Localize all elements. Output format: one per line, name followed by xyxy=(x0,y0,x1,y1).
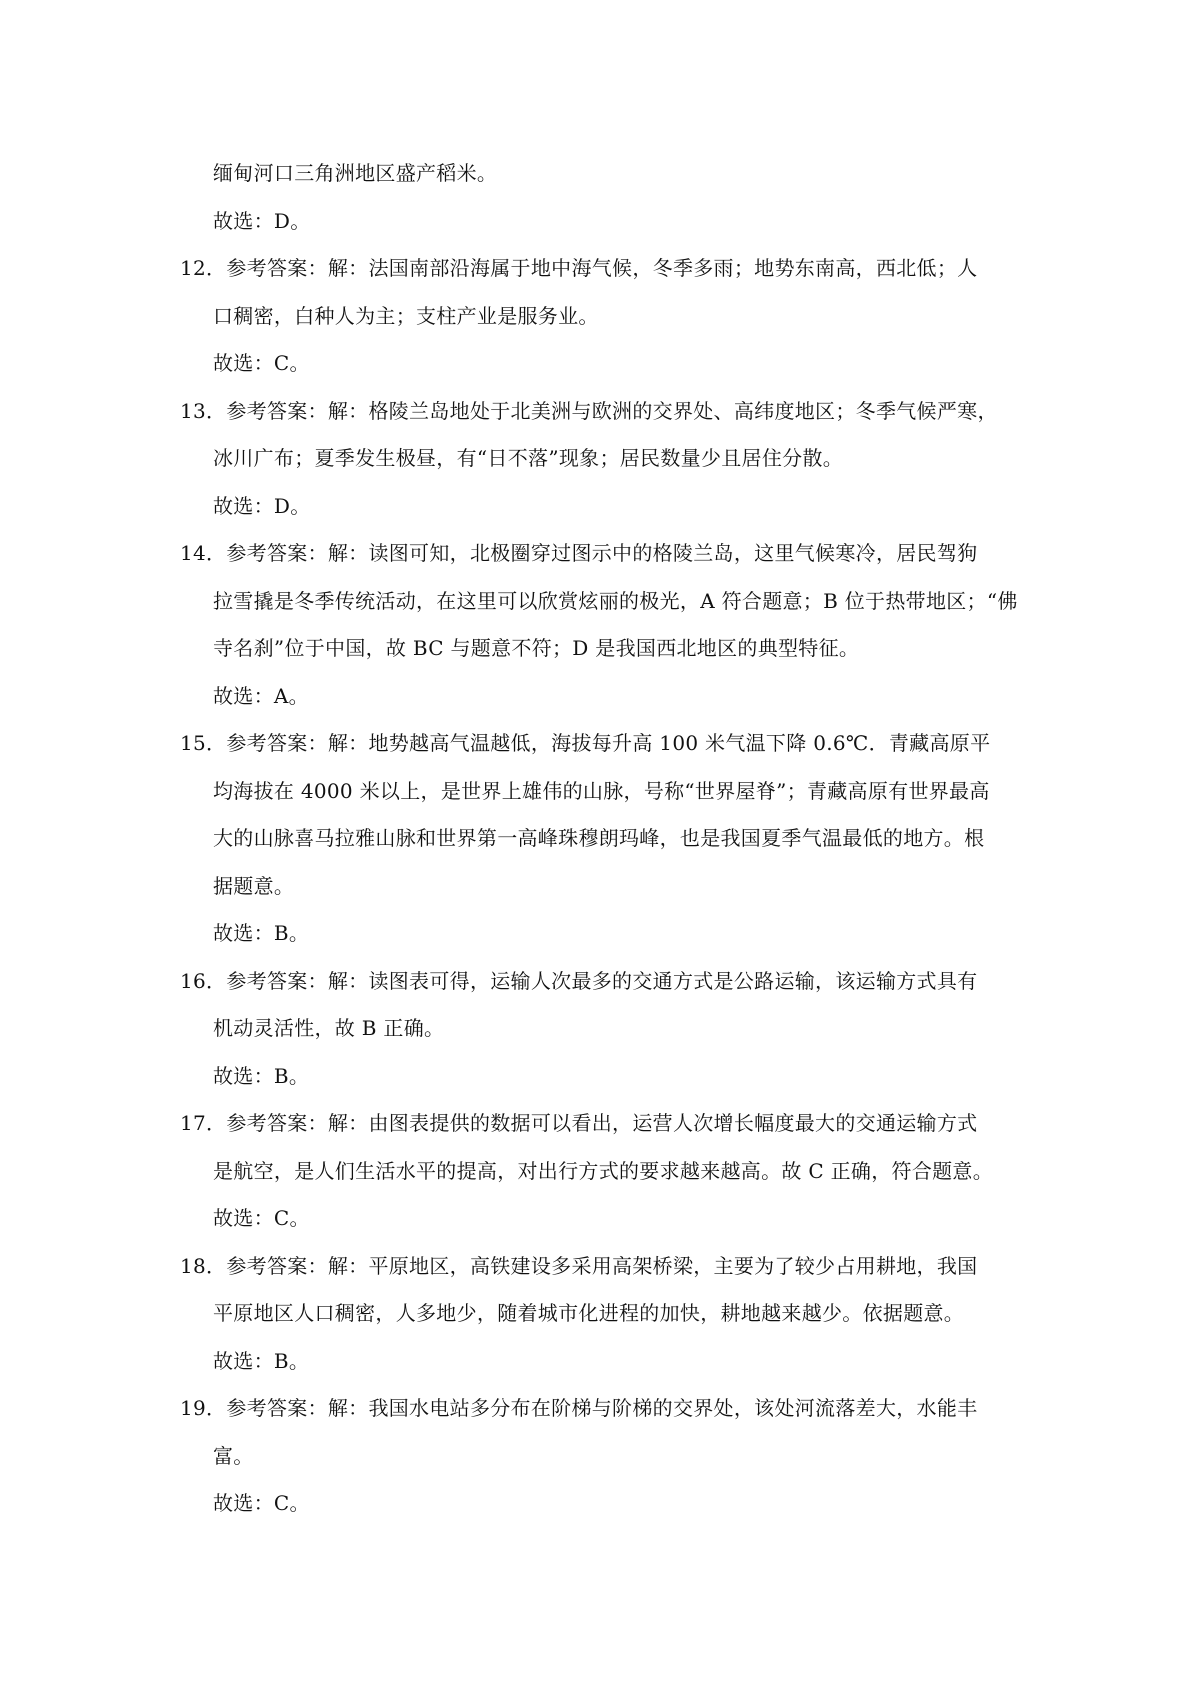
answer-choice-line: 故选：D。 xyxy=(213,493,311,518)
text-line: 寺名刹”位于中国，故 BC 与题意不符；D 是我国西北地区的典型特征。 xyxy=(213,636,860,660)
answer-choice-line: 故选：D。 xyxy=(213,208,311,233)
answer-item-16: 16．参考答案：解：读图表可得，运输人次最多的交通方式是公路运输，该运输方式具有 xyxy=(180,968,978,993)
answer-text-block xyxy=(180,150,1025,1528)
answer-choice-line: 故选：C。 xyxy=(213,1491,310,1515)
text-line: 均海拔在 4000 米以上，是世界上雄伟的山脉，号称“世界屋脊”；青藏高原有世界最高 xyxy=(213,778,990,803)
text-line: 平原地区人口稠密，人多地少，随着城市化进程的加快，耕地越来越少。依据题意。 xyxy=(213,1301,965,1325)
answer-choice-line: 故选：B。 xyxy=(213,1063,310,1088)
answer-choice-line: 故选：A。 xyxy=(213,683,309,708)
text-line: 大的山脉喜马拉雅山脉和世界第一高峰珠穆朗玛峰，也是我国夏季气温最低的地方。根 xyxy=(213,826,985,850)
text-line: 是航空，是人们生活水平的提高，对出行方式的要求越来越高。故 C 正确，符合题意。 xyxy=(213,1158,994,1183)
answer-choice-line: 故选：C。 xyxy=(213,351,310,375)
answer-choice-line: 故选：C。 xyxy=(213,1206,310,1230)
text-line: 据题意。 xyxy=(213,873,295,898)
text-line: 机动灵活性，故 B 正确。 xyxy=(213,1016,445,1040)
answer-item-13: 13．参考答案：解：格陵兰岛地处于北美洲与欧洲的交界处、高纬度地区；冬季气候严寒， xyxy=(180,398,998,423)
text-line: 缅甸河口三角洲地区盛产稻米。 xyxy=(213,161,498,185)
answer-item-12: 12．参考答案：解：法国南部沿海属于地中海气候，冬季多雨；地势东南高，西北低；人 xyxy=(180,256,978,280)
answer-item-15: 15．参考答案：解：地势越高气温越低，海拔每升高 100 米气温下降 0.6℃．青藏高原平 xyxy=(180,731,991,755)
answer-item-19: 19．参考答案：解：我国水电站多分布在阶梯与阶梯的交界处，该处河流落差大，水能丰 xyxy=(180,1396,978,1420)
text-line: 富。 xyxy=(213,1443,254,1468)
answer-choice-line: 故选：B。 xyxy=(213,921,310,945)
answer-choice-line: 故选：B。 xyxy=(213,1348,310,1373)
text-line: 冰川广布；夏季发生极昼，有“日不落”现象；居民数量少且居住分散。 xyxy=(213,446,844,470)
answer-item-17: 17．参考答案：解：由图表提供的数据可以看出，运营人次增长幅度最大的交通运输方式 xyxy=(180,1111,978,1135)
answer-item-14: 14．参考答案：解：读图可知，北极圈穿过图示中的格陵兰岛，这里气候寒冷，居民驾狗 xyxy=(180,541,978,565)
text-line: 口稠密，白种人为主；支柱产业是服务业。 xyxy=(213,303,599,328)
answer-item-18: 18．参考答案：解：平原地区，高铁建设多采用高架桥梁，主要为了较少占用耕地，我国 xyxy=(180,1253,978,1278)
text-line: 拉雪撬是冬季传统活动，在这里可以欣赏炫丽的极光，A 符合题意；B 位于热带地区；“佛 xyxy=(213,588,1018,613)
